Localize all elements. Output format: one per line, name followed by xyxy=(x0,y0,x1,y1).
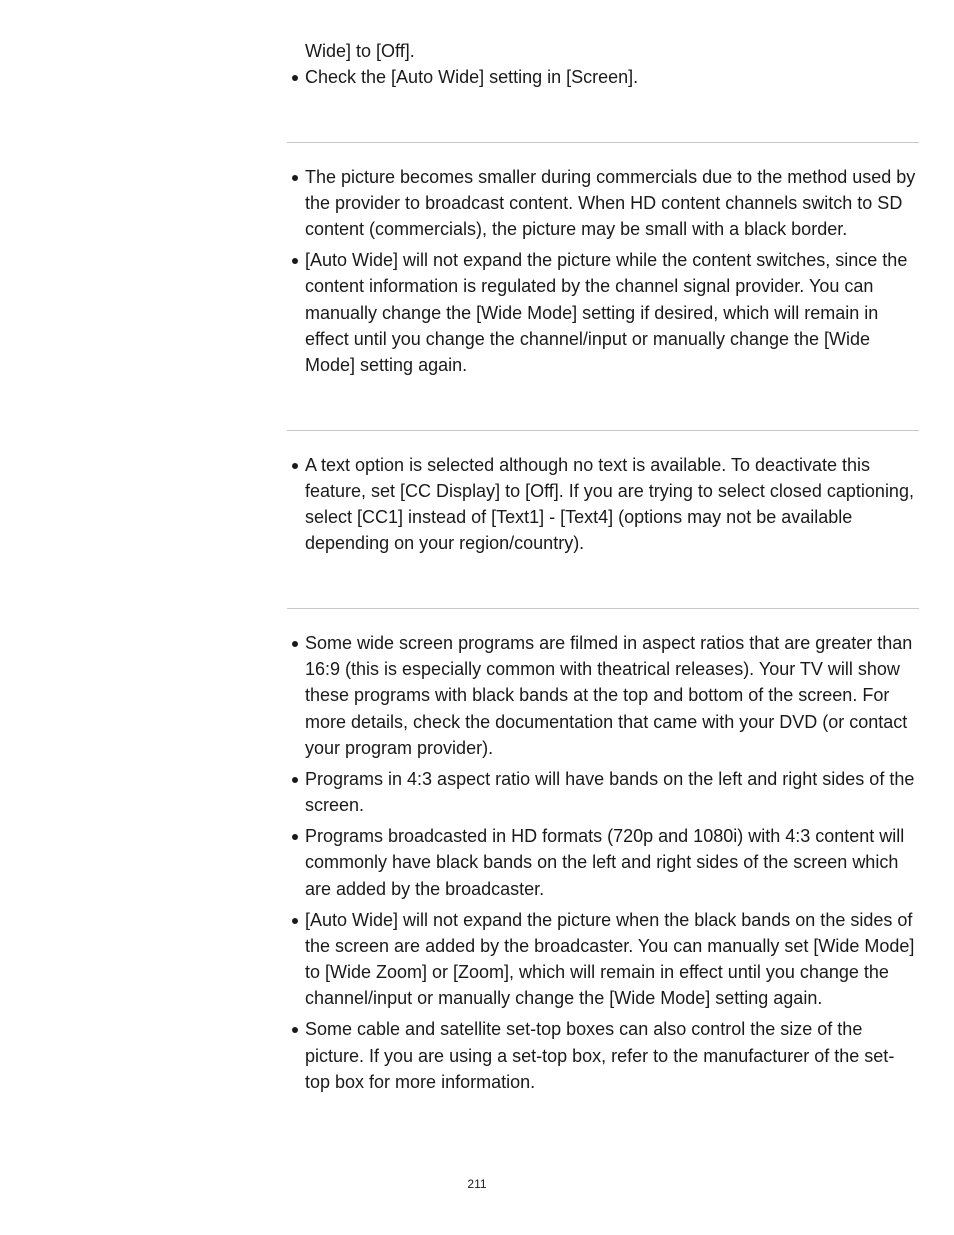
bullet-icon xyxy=(292,641,298,647)
manual-content xyxy=(287,0,919,1100)
list-item xyxy=(287,1016,919,1095)
list-item xyxy=(287,823,919,902)
list-item xyxy=(287,247,919,378)
list-item xyxy=(287,630,919,761)
bullet-icon xyxy=(292,834,298,840)
list-item-text: [Auto Wide] will not expand the picture while the content switches, since the content information is regulated by the channel signal provider. You can manually change the [Wide Mode] setting if desired, which will remain in effect until you change the channel/input or manually change the [Wide Mode] setting again. xyxy=(305,250,908,376)
bullet-icon xyxy=(292,1027,298,1033)
section-divider xyxy=(287,142,919,143)
list-item xyxy=(287,164,919,243)
bullet-list-auto-wide-check xyxy=(287,64,919,90)
bullet-list-commercials xyxy=(287,164,919,379)
continued-text: Wide] to [Off]. xyxy=(305,41,415,61)
list-item xyxy=(287,64,919,90)
list-item-text: Some cable and satellite set-top boxes can also control the size of the picture. If you are using a set-top box, refer to the manufacturer of the set-top box for more information. xyxy=(305,1019,895,1092)
bullet-list-black-bands xyxy=(287,630,919,1095)
list-item-text: Some wide screen programs are filmed in aspect ratios that are greater than 16:9 (this is especially common with theatrical releases). Your TV will show these programs with black bands at the top and bottom of the screen. For more details, check the documentation that came with your DVD (or contact your program provider). xyxy=(305,632,913,758)
list-item-text: A text option is selected although no text is available. To deactivate this feature, set [CC Display] to [Off]. If you are trying to select closed captioning, select [CC1] instead of [Text1] - [Text4] (options may not be available depending on your region/country). xyxy=(305,454,914,554)
section-divider xyxy=(287,608,919,609)
bullet-icon xyxy=(292,918,298,924)
list-item-text: [Auto Wide] will not expand the picture when the black bands on the sides of the screen are added by the broadcaster. You can manually set [Wide Mode] to [Wide Zoom] or [Zoom], which will remain in effect until you change the channel/input or manually change the [Wide Mode] setting again. xyxy=(305,909,915,1009)
bullet-icon xyxy=(292,175,298,181)
bullet-icon xyxy=(292,75,298,81)
bullet-list-text-option xyxy=(287,452,919,557)
list-item-text: Programs in 4:3 aspect ratio will have bands on the left and right sides of the screen. xyxy=(305,768,915,816)
list-item xyxy=(287,907,919,1012)
list-item xyxy=(287,452,919,557)
list-item-text: Check the [Auto Wide] setting in [Screen]. xyxy=(305,67,639,88)
list-item-text: Programs broadcasted in HD formats (720p and 1080i) with 4:3 content will commonly have black bands on the left and right sides of the screen which are added by the broadcaster. xyxy=(305,826,905,899)
list-item-text: The picture becomes smaller during commercials due to the method used by the provider to broadcast content. When HD content channels switch to SD content (commercials), the picture may be small with a black border. xyxy=(305,166,916,240)
bullet-icon xyxy=(292,258,298,264)
bullet-icon xyxy=(292,463,298,469)
bullet-icon xyxy=(292,777,298,783)
section-divider xyxy=(287,430,919,431)
page-number: 211 xyxy=(467,1177,487,1191)
list-item xyxy=(287,766,919,819)
